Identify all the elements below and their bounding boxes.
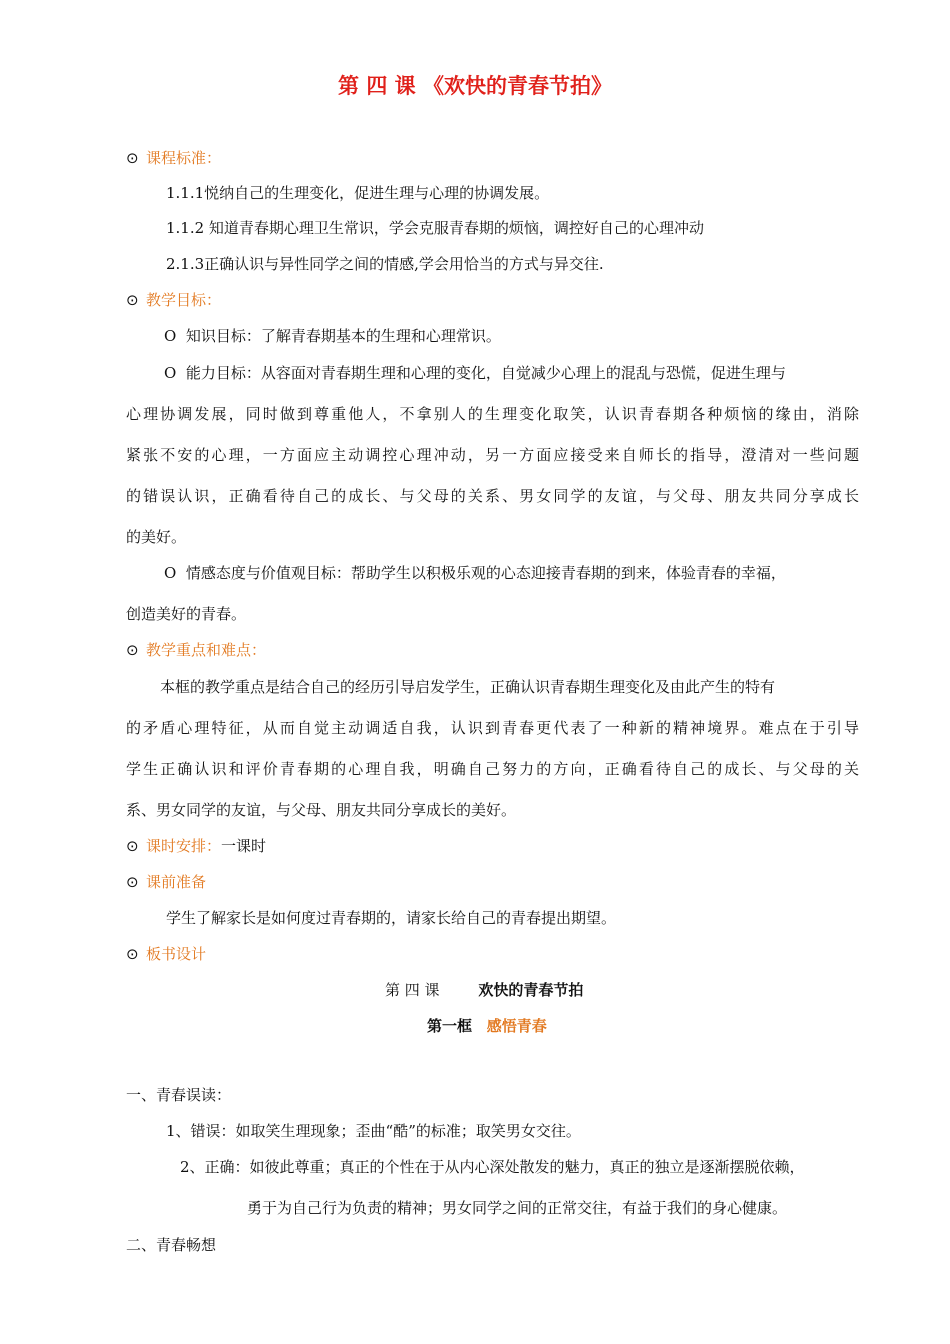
circle-dot-icon: ⊙ — [126, 641, 139, 659]
schedule-value: 一课时 — [221, 837, 267, 855]
bullet-icon: O — [164, 327, 177, 345]
goal-text: 紧张不安的心理，一方面应主动调控心理冲动，另一方面应接受来自师长的指导，澄清对一些问题 — [126, 446, 859, 464]
section-label: 教学重点和难点： — [146, 641, 267, 659]
prep-text: 学生了解家长是如何度过青春期的，请家长给自己的青春提出期望。 — [166, 909, 617, 927]
circle-dot-icon: ⊙ — [126, 837, 139, 855]
circle-dot-icon: ⊙ — [126, 945, 139, 963]
goal-knowledge — [164, 326, 501, 346]
circle-dot-icon: ⊙ — [126, 873, 139, 891]
board-right: 2、正确：如彼此尊重；真正的个性在于从内心深处散发的魅力，真正的独立是逐渐摆脱依赖， — [180, 1158, 805, 1176]
standard-item: 2.1.3正确认识与异性同学之间的情感,学会用恰当的方式与异交往. — [166, 255, 604, 273]
bullet-icon: O — [164, 564, 177, 582]
section-prep — [126, 872, 206, 892]
circle-dot-icon: ⊙ — [126, 291, 139, 309]
goal-text: 的错误认识，正确看待自己的成长、与父母的关系、男女同学的友谊，与父母、朋友共同分享成长 — [126, 487, 859, 505]
section-standards — [126, 148, 221, 168]
keypoints-line — [126, 718, 859, 738]
keypoints-line — [126, 759, 859, 779]
section-goals — [126, 290, 221, 310]
keypoints-line: 本框的教学重点是结合自己的经历引导启发学生，正确认识青春期生理变化及由此产生的特有 — [160, 678, 776, 696]
section-label: 课程标准： — [146, 149, 222, 167]
board-lesson-number: 第 四 课 — [385, 981, 440, 999]
board-frame-title: 感悟青春 — [486, 1017, 547, 1035]
board-part-2: 二、青春畅想 — [126, 1236, 217, 1254]
goal-emotion-line: 创造美好的青春。 — [126, 605, 247, 623]
section-label: 教学目标： — [146, 291, 222, 309]
goal-text: 情感态度与价值观目标：帮助学生以积极乐观的心态迎接青春期的到来，体验青春的幸福， — [185, 564, 786, 582]
board-wrong: 1、错误：如取笑生理现象；歪曲“酷”的标准；取笑男女交往。 — [166, 1122, 581, 1140]
goal-ability-line — [126, 486, 859, 506]
section-label: 课前准备 — [146, 873, 207, 891]
board-frame-label: 第一框 — [427, 1017, 473, 1035]
section-schedule — [126, 836, 266, 856]
circle-dot-icon: ⊙ — [126, 149, 139, 167]
goal-ability-line — [126, 404, 859, 424]
keypoints-text: 的矛盾心理特征，从而自觉主动调适自我，认识到青春更代表了一种新的精神境界。难点在于引导 — [126, 719, 859, 737]
board-frame — [427, 1016, 547, 1036]
standard-item: 1.1.1悦纳自己的生理变化，促进生理与心理的协调发展。 — [166, 184, 550, 202]
section-label: 板书设计 — [146, 945, 207, 963]
goal-ability-line — [164, 363, 786, 383]
board-right-cont: 勇于为自己行为负责的精神；男女同学之间的正常交往，有益于我们的身心健康。 — [247, 1199, 788, 1217]
section-board — [126, 944, 206, 964]
section-label: 课时安排： — [146, 837, 222, 855]
board-lesson — [385, 980, 583, 1000]
page-title: 第 四 课 《欢快的青春节拍》 — [338, 74, 612, 98]
board-part-1: 一、青春误读： — [126, 1086, 232, 1104]
standard-item: 1.1.2 知道青春期心理卫生常识，学会克服青春期的烦恼，调控好自己的心理冲动 — [166, 219, 704, 237]
goal-text: 知识目标：了解青春期基本的生理和心理常识。 — [185, 327, 501, 345]
bullet-icon: O — [164, 364, 177, 382]
goal-text: 能力目标：从容面对青春期生理和心理的变化，自觉减少心理上的混乱与恐慌，促进生理与 — [185, 364, 786, 382]
board-lesson-title: 欢快的青春节拍 — [478, 981, 584, 999]
goal-ability-line: 的美好。 — [126, 528, 187, 546]
section-keypoints — [126, 640, 266, 660]
keypoints-text: 学生正确认识和评价青春期的心理自我，明确自己努力的方向，正确看待自己的成长、与父母的关 — [126, 760, 859, 778]
keypoints-line: 系、男女同学的友谊，与父母、朋友共同分享成长的美好。 — [126, 801, 517, 819]
goal-ability-line — [126, 445, 859, 465]
goal-text: 心理协调发展，同时做到尊重他人，不拿别人的生理变化取笑，认识青春期各种烦恼的缘由，消除 — [126, 405, 859, 423]
goal-emotion-line — [164, 563, 786, 583]
